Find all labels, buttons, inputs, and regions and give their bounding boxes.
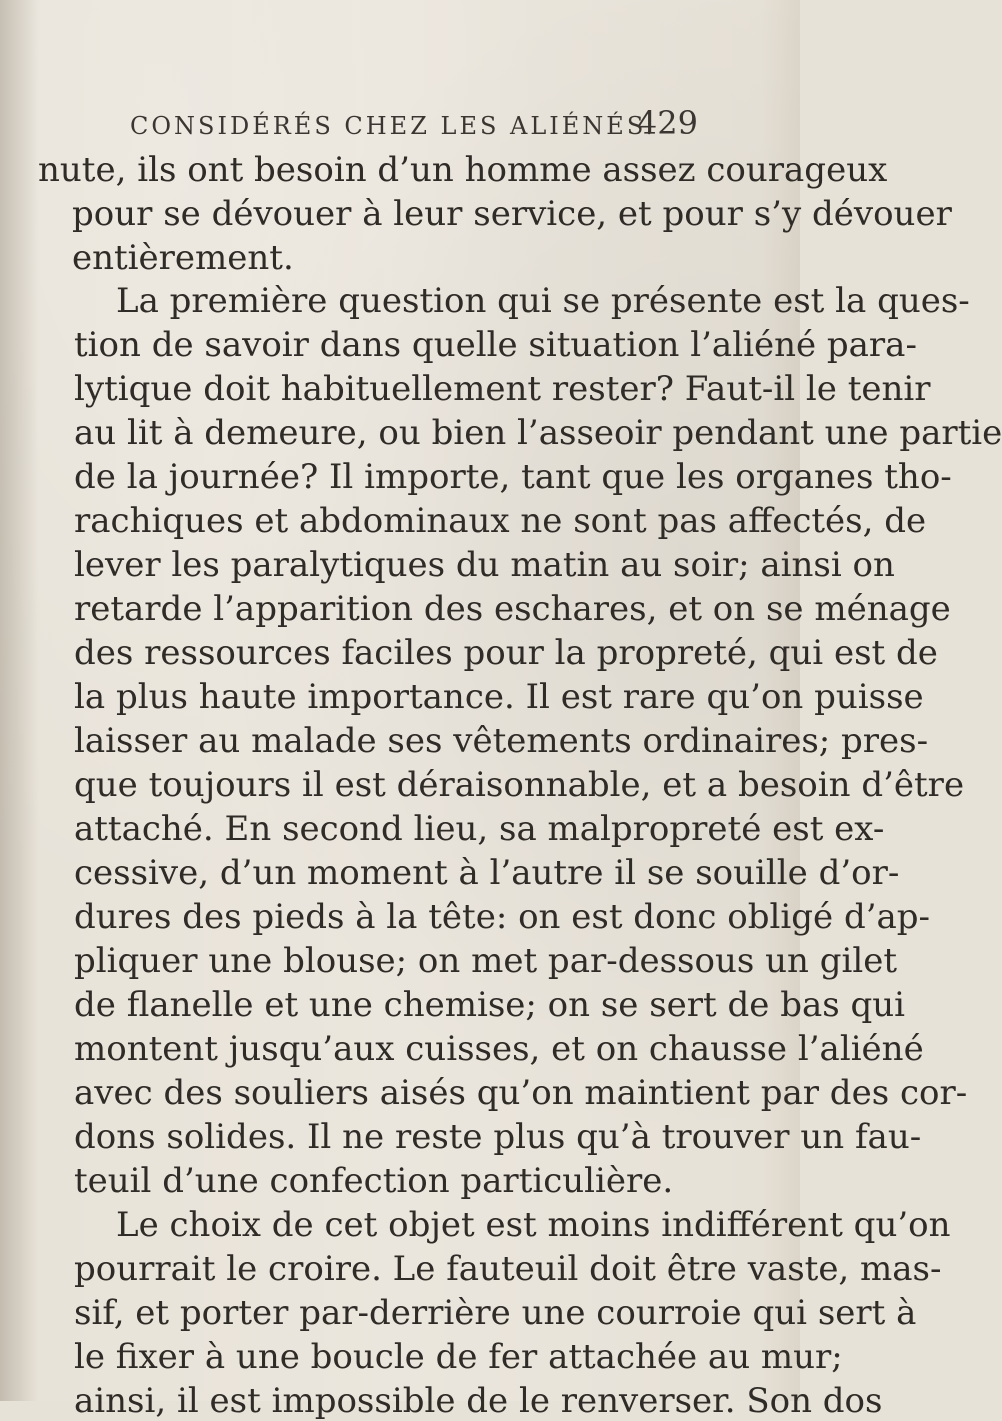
text-line: rachiques et abdominaux ne sont pas affectés, de <box>74 501 927 541</box>
text-line: de la journée? Il importe, tant que les organes tho- <box>74 457 952 497</box>
text-line: teuil d’une confection particulière. <box>74 1161 674 1201</box>
text-line: ainsi, il est impossible de le renverser. Son dos <box>74 1381 883 1421</box>
text-line: pour se dévouer à leur service, et pour s’y dévouer <box>72 194 952 234</box>
text-line: la plus haute importance. Il est rare qu’on puisse <box>74 677 924 717</box>
text-line: que toujours il est déraisonnable, et a besoin d’être <box>74 765 965 805</box>
text-line: laisser au malade ses vêtements ordinaires; pres- <box>74 721 929 761</box>
text-line: lytique doit habituellement rester? Faut-il le tenir <box>74 369 931 409</box>
text-line: lever les paralytiques du matin au soir; ainsi on <box>74 545 895 585</box>
text-line: dons solides. Il ne reste plus qu’à trouver un fau- <box>74 1117 922 1157</box>
text-line: avec des souliers aisés qu’on maintient par des cor- <box>74 1073 968 1113</box>
text-line: entièrement. <box>72 238 294 278</box>
text-line: de flanelle et une chemise; on se sert de bas qui <box>74 985 906 1025</box>
text-line: pliquer une blouse; on met par-dessous un gilet <box>74 941 898 981</box>
text-line: attaché. En second lieu, sa malpropreté est ex- <box>74 809 885 849</box>
page-header <box>130 102 730 146</box>
text-line: montent jusqu’aux cuisses, et on chausse l’aliéné <box>74 1029 924 1069</box>
text-line: le fixer à une boucle de fer attachée au mur; <box>74 1337 843 1377</box>
text-line: dures des pieds à la tête: on est donc obligé d’ap- <box>74 897 931 937</box>
text-line: des ressources faciles pour la propreté, qui est de <box>74 633 938 673</box>
paragraph-start-line: La première question qui se présente est la ques- <box>116 281 970 321</box>
paragraph-start-line: Le choix de cet objet est moins indifférent qu’on <box>116 1205 951 1245</box>
page-edge-shadow <box>0 0 38 1401</box>
text-line: tion de savoir dans quelle situation l’aliéné para- <box>74 325 917 365</box>
text-line: retarde l’apparition des eschares, et on se ménage <box>74 589 951 629</box>
text-line: au lit à demeure, ou bien l’asseoir pendant une partie <box>74 413 1002 453</box>
text-line: nute, ils ont besoin d’un homme assez courageux <box>38 150 888 190</box>
text-line: pourrait le croire. Le fauteuil doit être vaste, mas- <box>74 1249 942 1289</box>
text-line: cessive, d’un moment à l’autre il se souille d’or- <box>74 853 900 893</box>
page-number: 429 <box>636 104 698 142</box>
text-line: sif, et porter par-derrière une courroie qui sert à <box>74 1293 917 1333</box>
running-head: CONSIDÉRÉS CHEZ LES ALIÉNÉS. <box>130 112 657 140</box>
